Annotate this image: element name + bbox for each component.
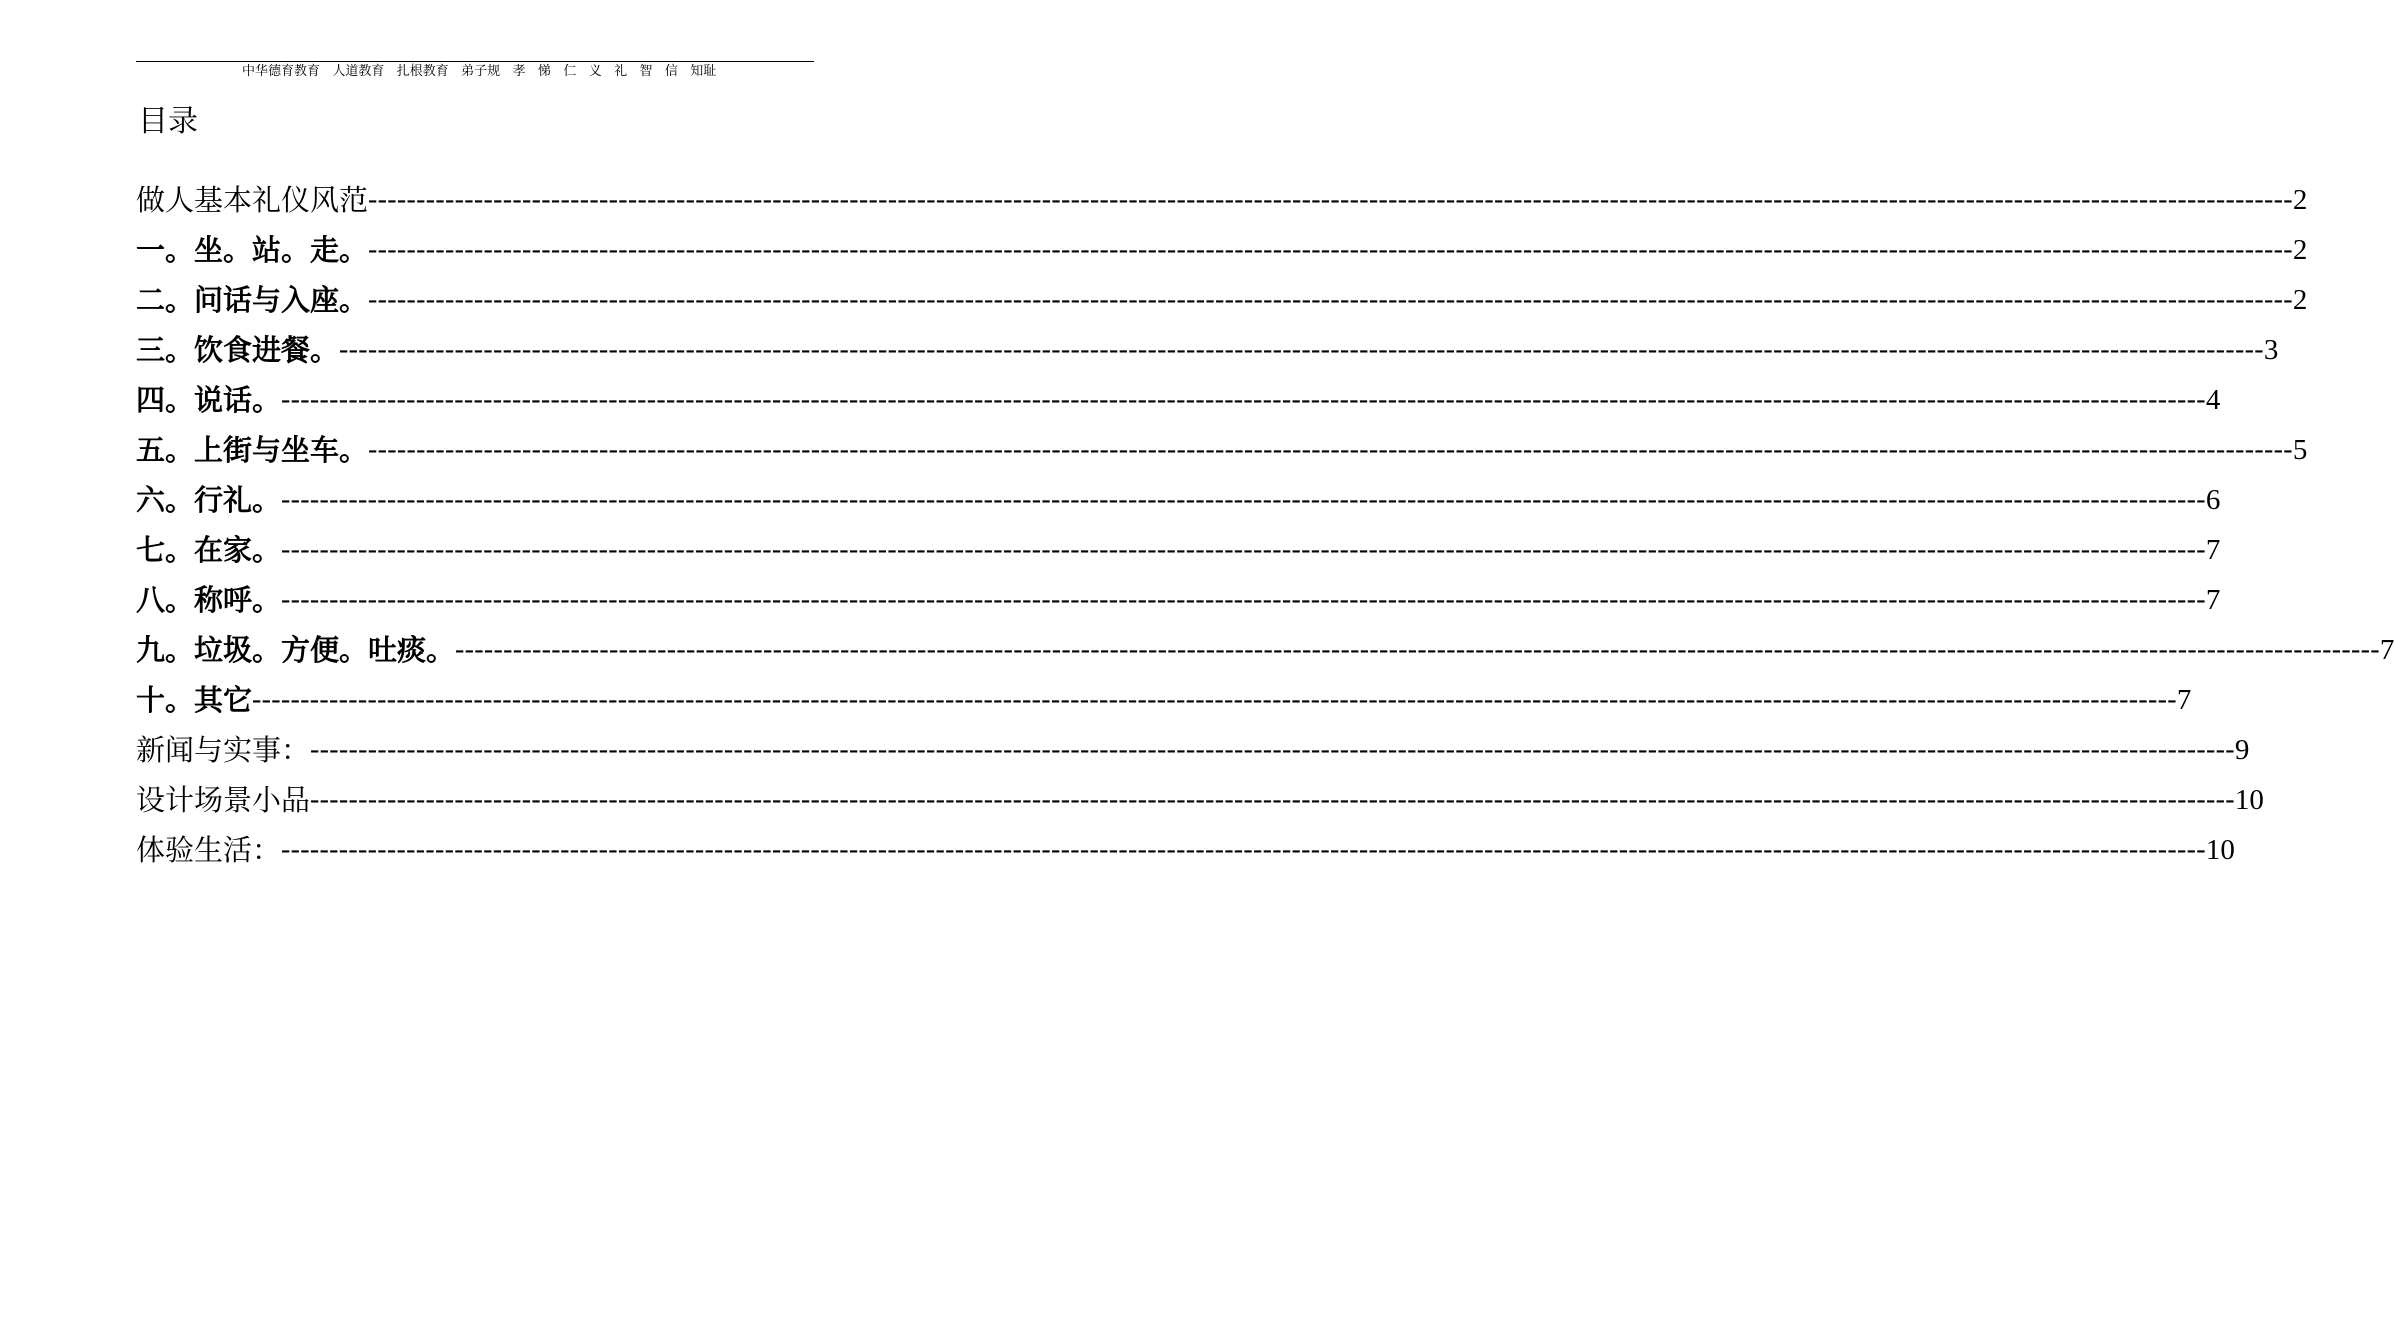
toc-entry[interactable] [136, 175, 2308, 225]
toc-dot-leader: -------------------------------------------------------------------------------------------------------------------------------------------------------------------------------------------------------- [310, 734, 2235, 765]
toc-entry[interactable] [136, 675, 2192, 725]
toc-entry-page: 7 [2205, 584, 2221, 616]
toc-entry-text: 做人基本礼仪风范 [136, 183, 369, 217]
toc-entry-page: 6 [2205, 484, 2221, 516]
toc-entry-text: 二。问话与入座。 [136, 283, 369, 317]
toc-entry-page: 7 [2205, 534, 2221, 566]
toc-entry[interactable] [136, 375, 2221, 425]
page-header [136, 40, 814, 79]
toc-dot-leader: -------------------------------------------------------------------------------------------------------------------------------------------------------------------------------------------------------- [281, 834, 2206, 865]
toc-entry-page: 9 [2234, 734, 2250, 766]
toc-title: 目录 [138, 104, 198, 139]
toc-entry-text: 新闻与实事： [136, 733, 311, 767]
toc-list [136, 175, 2394, 875]
toc-entry[interactable] [136, 325, 2279, 375]
toc-entry-text: 十。其它 [136, 683, 253, 717]
toc-entry-text: 设计场景小品 [136, 783, 311, 817]
toc-dot-leader: -------------------------------------------------------------------------------------------------------------------------------------------------------------------------------------------------------- [455, 634, 2380, 665]
toc-entry-page: 7 [2379, 634, 2394, 666]
toc-dot-leader: -------------------------------------------------------------------------------------------------------------------------------------------------------------------------------------------------------- [252, 684, 2177, 715]
toc-entry[interactable] [136, 225, 2308, 275]
toc-entry-page: 2 [2292, 184, 2308, 216]
toc-dot-leader: -------------------------------------------------------------------------------------------------------------------------------------------------------------------------------------------------------- [368, 284, 2293, 315]
toc-entry-text: 五。上街与坐车。 [136, 433, 369, 467]
toc-entry[interactable] [136, 775, 2264, 825]
header-text: 中华德育教育 人道教育 扎根教育 弟子规 孝 悌 仁 义 礼 智 信 知耻 [241, 64, 717, 79]
toc-dot-leader: -------------------------------------------------------------------------------------------------------------------------------------------------------------------------------------------------------- [368, 234, 2293, 265]
toc-dot-leader: -------------------------------------------------------------------------------------------------------------------------------------------------------------------------------------------------------- [281, 534, 2206, 565]
toc-entry-page: 7 [2176, 684, 2192, 716]
toc-entry-text: 体验生活： [136, 833, 282, 867]
toc-entry[interactable] [136, 275, 2308, 325]
toc-entry-page: 3 [2263, 334, 2279, 366]
toc-dot-leader: -------------------------------------------------------------------------------------------------------------------------------------------------------------------------------------------------------- [281, 584, 2206, 615]
toc-entry-page: 10 [2205, 834, 2235, 866]
toc-entry-text: 八。称呼。 [136, 583, 282, 617]
toc-entry[interactable] [136, 725, 2250, 775]
toc-entry-page: 2 [2292, 234, 2308, 266]
toc-entry-text: 三。饮食进餐。 [136, 333, 340, 367]
toc-entry-page: 2 [2292, 284, 2308, 316]
toc-entry-page: 10 [2234, 784, 2264, 816]
toc-entry-text: 九。垃圾。方便。吐痰。 [136, 633, 456, 667]
toc-entry[interactable] [136, 525, 2221, 575]
toc-entry-text: 一。坐。站。走。 [136, 233, 369, 267]
toc-entry[interactable] [136, 825, 2235, 875]
toc-entry[interactable] [136, 475, 2221, 525]
toc-entry[interactable] [136, 575, 2221, 625]
toc-dot-leader: -------------------------------------------------------------------------------------------------------------------------------------------------------------------------------------------------------- [281, 484, 2206, 515]
toc-entry-text: 六。行礼。 [136, 483, 282, 517]
toc-dot-leader: -------------------------------------------------------------------------------------------------------------------------------------------------------------------------------------------------------- [368, 434, 2293, 465]
toc-entry[interactable] [136, 425, 2308, 475]
toc-entry[interactable] [136, 625, 2394, 675]
toc-entry-page: 4 [2205, 384, 2221, 416]
toc-dot-leader: -------------------------------------------------------------------------------------------------------------------------------------------------------------------------------------------------------- [368, 184, 2293, 215]
toc-dot-leader: -------------------------------------------------------------------------------------------------------------------------------------------------------------------------------------------------------- [310, 784, 2235, 815]
toc-dot-leader: -------------------------------------------------------------------------------------------------------------------------------------------------------------------------------------------------------- [281, 384, 2206, 415]
toc-entry-text: 四。说话。 [136, 383, 282, 417]
toc-entry-page: 5 [2292, 434, 2308, 466]
toc-entry-text: 七。在家。 [136, 533, 282, 567]
toc-dot-leader: -------------------------------------------------------------------------------------------------------------------------------------------------------------------------------------------------------- [339, 334, 2264, 365]
